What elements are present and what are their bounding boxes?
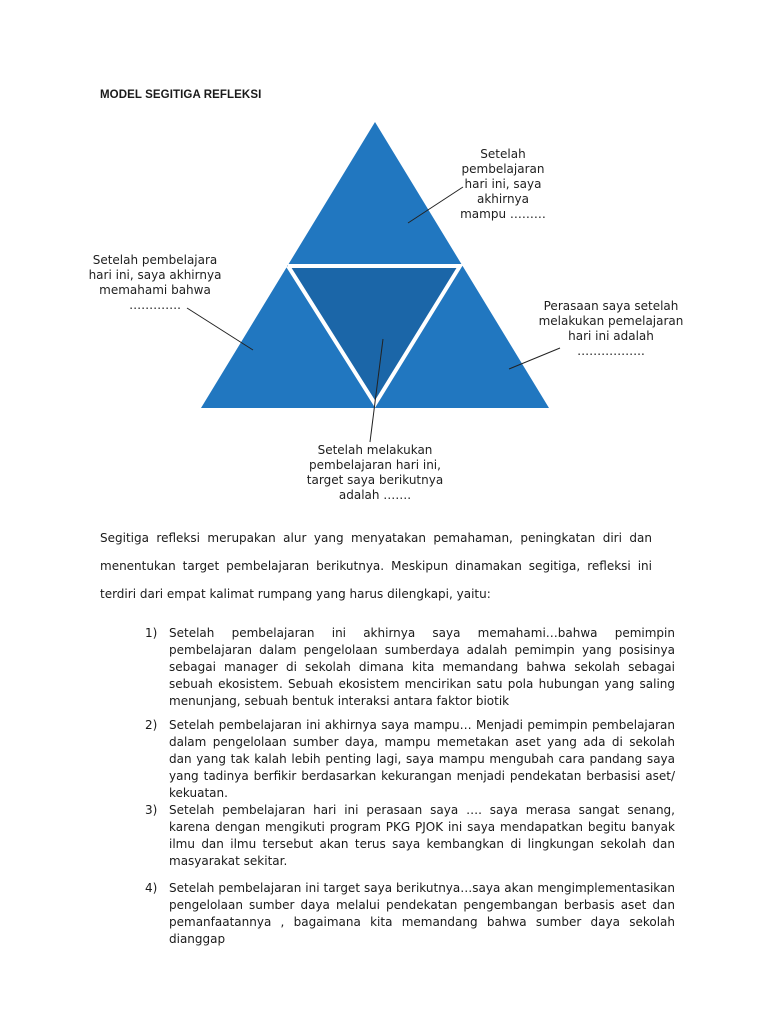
callout-left-understanding: Setelah pembelajara hari ini, saya akhirnya memahami bahwa …………. (88, 253, 222, 312)
list-item-number: 2) (145, 718, 158, 732)
list-item-text: Setelah pembelajaran ini akhirnya saya mampu… Menjadi pemimpin pembelajaran dalam pengelolaan sumber daya, mampu memetakan aset yang ada di sekolah dan yang tak kalah lebih penting lagi, saya mampu mengubah cara pandang saya yang tadinya berfikir berdasarkan kekurangan menjadi pendekatan berbasisi aset/ kekuatan. (169, 718, 675, 800)
list-item-number: 3) (145, 803, 158, 817)
list-item-number: 1) (145, 626, 158, 640)
list-item-text: Setelah pembelajaran ini akhirnya saya memahami…bahwa pemimpin pembelajaran dalam pengelolaan sumberdaya adalah pemimpin yang posisinya sebagai manager di sekolah dimana kita memandang bahwa sekolah sebagai sebuah ekosistem. Sebuah ekosistem mencirikan satu pola hubungan yang saling menunjang, sebuah bentuk interaksi antara faktor biotik (169, 626, 675, 708)
list-item-text: Setelah pembelajaran hari ini perasaan saya …. saya merasa sangat senang, karena dengan mengikuti program PKG PJOK ini saya mendapatkan begitu banyak ilmu dan ilmu tersebut akan terus saya kembangkan di lingkungan sekolah dan masyarakat sekitar. (169, 803, 675, 868)
callout-top-capability: Setelah pembelajaran hari ini, saya akhirnya mampu ……… (460, 147, 546, 221)
intro-paragraph: Segitiga refleksi merupakan alur yang menyatakan pemahaman, peningkatan diri dan menentukan target pembelajaran berikutnya. Meskipun dinamakan segitiga, refleksi ini terdiri dari empat kalimat rumpang yang harus dilengkapi, yaitu: (100, 531, 652, 601)
callout-bottom-target: Setelah melakukan pembelajaran hari ini, target saya berikutnya adalah ……. (306, 443, 444, 502)
list-item-text: Setelah pembelajaran ini target saya berikutnya…saya akan mengimplementasikan pengelolaan sumber daya melalui pendekatan pengembangan berbasis aset dan pemanfaatannya , bagaimana kita memandang bahwa sumber daya sekolah dianggap (169, 881, 675, 946)
document-title: MODEL SEGITIGA REFLEKSI (100, 89, 262, 101)
leader-line-left (187, 308, 253, 350)
callout-right-feeling: Perasaan saya setelah melakukan pemelajaran hari ini adalah …………….. (538, 299, 684, 358)
list-item-number: 4) (145, 881, 158, 895)
